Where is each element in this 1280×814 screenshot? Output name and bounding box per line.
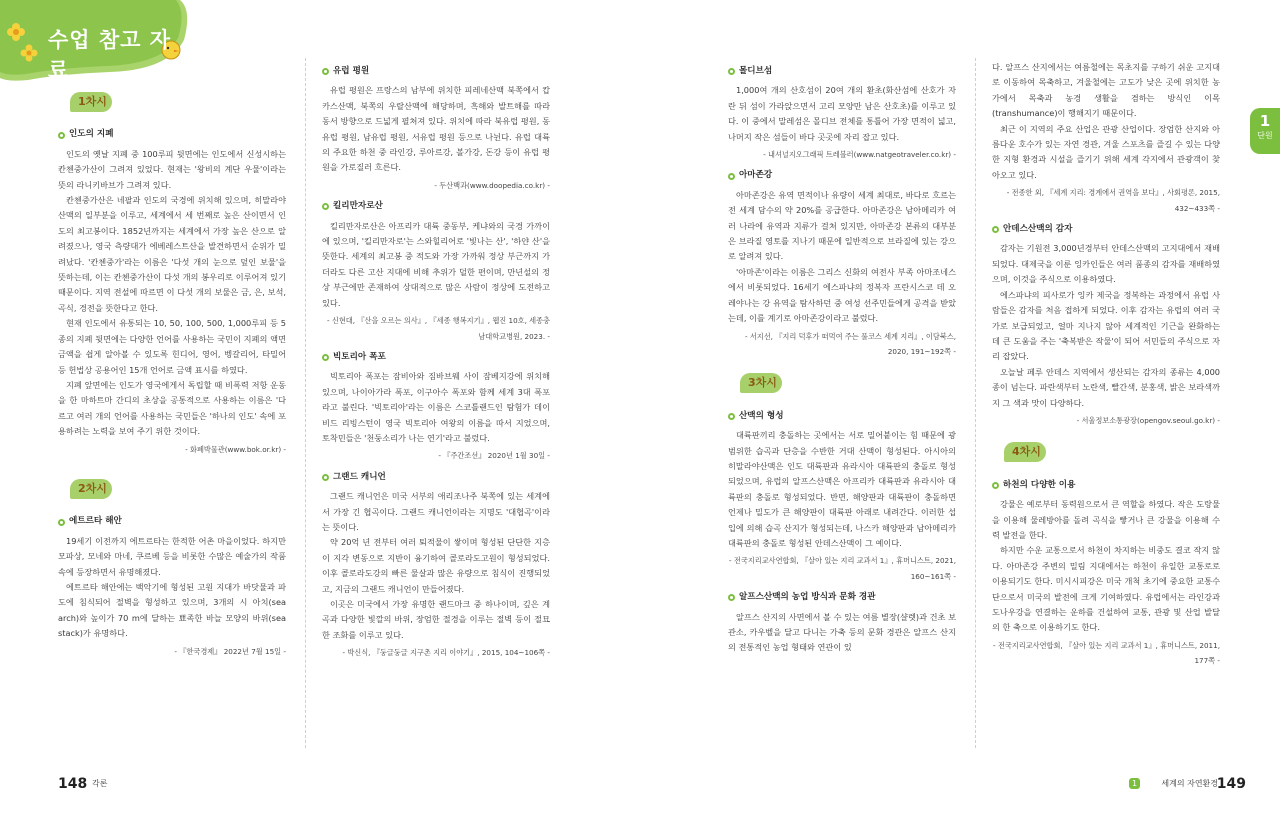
source-citation: - 두산백과(www.doopedia.co.kr) - <box>434 180 550 190</box>
paragraph: 하지만 수운 교통으로서 하천이 차지하는 비중도 결코 작지 않다. 아마존강 주변의 밀림 지대에서는 하천이 유일한 교통로로 이용되기도 한다. 미시시피강은 미국 개척 초기에 중요한 교통수단으로서 미국의 발전에 크게 기여하였다. 유럽에서는 라인강과 도나우강을 연결하는 운하를 건설하여 교통, 관광 및 산업 발달의 한 축으로 이용하기도 한다. <box>992 545 1220 633</box>
paragraph: 그랜드 캐니언은 미국 서부의 애리조나주 북쪽에 있는 세계에서 가장 긴 협곡이다. 그랜드 캐니언이라는 지명도 '대협곡'이라는 뜻이다. <box>322 491 550 532</box>
source-citation: - 전종한 외, 『세계 지리: 경계에서 권역을 보다』, 사회평론, 2015, 432~433쪽 - <box>1006 188 1220 213</box>
paragraph: 약 20억 년 전부터 여러 퇴적물이 쌓이며 형성된 단단한 지층이 지각 변동으로 지반이 융기하여 콜로라도고원이 형성되었다. 이후 콜로라도강의 빠른 물살과 많은 유량으로 침식이 진행되었고, 지금의 그랜드 캐니언이 만들어졌다. <box>322 537 550 594</box>
footer-label-right: 세계의 자연환경 <box>1161 779 1218 788</box>
lesson-badge-3: 3차시 <box>740 373 782 393</box>
column-1 <box>58 84 286 665</box>
paragraph: 강물은 예로부터 동력원으로서 큰 역할을 하였다. 작은 도랑물을 이용해 물레방아를 돌려 곡식을 빻거나 큰 강물을 이용해 수력 발전을 한다. <box>992 499 1220 540</box>
section-title: 안데스산맥의 감자 <box>992 222 1220 237</box>
paragraph: 알프스 산지의 사면에서 볼 수 있는 여름 별장(샬렛)과 건초 보관소, 카우벨을 달고 다니는 가축 등의 문화 경관은 알프스 산지의 전통적인 농업 형태와 연관이 있 <box>728 611 956 653</box>
paragraph: 현재 인도에서 유통되는 10, 50, 100, 500, 1,000루피 등 5종의 지폐 뒷면에는 다양한 언어를 사용하는 국민이 지폐의 액면 금액을 쉽게 알아볼 수 있도록 힌디어, 영어, 벵갈리어, 타밀어 등 헌법상 공용어인 15개 언어로 금액 표시를 하였다. <box>58 318 286 375</box>
bullet-icon <box>728 594 735 601</box>
paragraph: 최근 이 지역의 주요 산업은 관광 산업이다. 장엄한 산지와 아름다운 호수가 있는 자연 경관, 겨울 스포츠를 즐길 수 있는 다양한 지형 환경과 시설을 즐기기 위해 세계 각지에서 관광객이 찾아오고 있다. <box>992 123 1220 180</box>
paragraph: 오늘날 페루 안데스 지역에서 생산되는 감자의 종류는 4,000종이 넘는다. 파란색부터 노란색, 빨간색, 분홍색, 밝은 보라색까지 그 색과 맛이 다양하다. <box>992 366 1220 408</box>
flower-icon <box>6 22 26 42</box>
source-citation: - 내셔널지오그래픽 트레블러(www.natgeotraveler.co.kr) - <box>763 150 956 160</box>
bullet-icon <box>322 68 329 75</box>
paragraph: 19세기 이전까지 에트르타는 한적한 어촌 마을이었다. 하지만 모파상, 모네와 마네, 쿠르베 등을 비롯한 수많은 예술가의 작품 속에 등장하면서 유명해졌다. <box>58 535 286 577</box>
source-citation: - 『한국경제』 2022년 7월 15일 - <box>174 646 286 656</box>
column-divider <box>975 58 977 748</box>
chapter-side-tab[interactable] <box>1250 108 1280 154</box>
paragraph: 지폐 앞면에는 인도가 영국에게서 독립할 때 비폭력 저항 운동을 한 마하트마 간디의 초상을 공통적으로 사용하는 이름은 '다르고 여러 개의 언어를 사용하는 국민들은 '하나의 인도' 속에 포용하려는 노력을 보여 주기 위한 것이다. <box>58 379 286 437</box>
paragraph: 1,000여 개의 산호섬이 20여 개의 환초(화산섬에 산호가 자란 뒤 섬이 가라앉으면서 고리 모양만 남은 산호초)를 이루고 있다. 이 중에서 말레섬은 몰디브 전체를 통틀어 가장 면적이 넓고, 나머지 작은 섬들이 바다 곳곳에 자리 잡고 있다. <box>728 85 956 142</box>
column-4 <box>992 60 1220 675</box>
header-banner <box>0 0 190 80</box>
chapter-tab-label: 단원 <box>1257 131 1273 140</box>
section-title: 아마존강 <box>728 168 956 183</box>
source-citation: - 서울정보소통광장(opengov.seoul.go.kr) - <box>1076 415 1220 425</box>
paragraph: 에트르타 해안에는 백악기에 형성된 고원 지대가 바닷물과 파도에 침식되어 절벽을 형성하고 있으며, 3개의 시 아치(sea arch)와 높이가 70 m에 달하는 뾰족한 바늘 모양의 바위(sea stack)가 유명하다. <box>58 581 286 639</box>
paragraph: 아마존강은 유역 면적이나 유량이 세계 최대로, 바다로 흐르는 전 세계 담수의 약 20%를 공급한다. 아마존강은 남아메리카 여러 나라에 유역과 지류가 걸쳐 있지만, 아마존강 본류의 대부분은 브라질 영토를 지나기 때문에 일반적으로 브라질에 있는 강으로 알려져 있다. <box>728 189 956 262</box>
section-title: 하천의 다양한 이용 <box>992 478 1220 493</box>
section-title: 인도의 지폐 <box>58 127 286 142</box>
page-number-right: 149 <box>1216 776 1246 792</box>
section-title: 그랜드 캐니언 <box>322 470 550 485</box>
bullet-icon <box>992 482 999 489</box>
page-number-left: 148 <box>58 776 88 792</box>
column-2 <box>322 60 550 667</box>
section-title: 몰디브섬 <box>728 64 956 79</box>
paragraph: 킬리만자로산은 아프리카 대륙 중동부, 케냐와의 국경 가까이에 있으며, '킬리만자로'는 스와힐리어로 '빛나는 산', '하얀 산'을 뜻한다. 세계의 최고봉 중 적도와 가장 가까워 정상 부근까지 가더라도 다른 고산 지대에 비해 추위가 덜한 편이며, 만년설의 정상 부근에만 존재하여 상대적으로 많은 사람이 정상에 도전하고 있다. <box>322 220 550 308</box>
bullet-icon <box>58 132 65 139</box>
page-title: 수업 참고 자료 <box>48 28 172 82</box>
section-title: 킬리만자로산 <box>322 199 550 214</box>
paragraph: 인도의 옛날 지폐 중 100루피 뒷면에는 인도에서 신성시하는 칸첸중가산이 그려져 있었다. 현재는 '왕비의 계단 우물'이라는 뜻의 라니키바브가 그려져 있다. <box>58 148 286 190</box>
source-citation: - 전국지리교사연합회, 『살아 있는 지리 교과서 1』, 휴머니스트, 2011, 177쪽 - <box>993 640 1220 666</box>
source-citation: - 전국지리교사연합회, 『살아 있는 지리 교과서 1』, 휴머니스트, 2021, 160~161쪽 - <box>729 556 956 581</box>
section-title: 에트르타 해안 <box>58 514 286 529</box>
lesson-badge-2: 2차시 <box>70 479 112 499</box>
section-title: 빅토리아 폭포 <box>322 350 550 365</box>
source-citation: - 화폐박물관(www.bok.or.kr) - <box>185 444 286 454</box>
column-3 <box>728 60 956 656</box>
paragraph: 다. 알프스 산지에서는 여름철에는 목초지를 구하기 쉬운 고지대로 이동하여 목축하고, 겨울철에는 고도가 낮은 곳에 위치한 농가에서 목축과 농경 생활을 겸하는 방식인 이목(transhumance)이 행해지기 때문이다. <box>992 62 1220 119</box>
section-title: 유럽 평원 <box>322 64 550 79</box>
bullet-icon <box>992 226 999 233</box>
paragraph: '아마존'이라는 이름은 그리스 신화의 여전사 부족 아마조네스에서 비롯되었다. 16세기 에스파냐의 정복자 프란시스코 데 오레야나는 강 유역을 탐사하던 중 여성 선주민들에게 공격을 받았는데, 이를 계기로 아마존강이라고 불렀다. <box>728 266 956 324</box>
chapter-number-badge: 1 <box>1129 778 1140 789</box>
paragraph: 유럽 평원은 프랑스의 남부에 위치한 피레네산맥 북쪽에서 캅카스산맥, 북쪽의 우랄산맥에 해당하며, 흑해와 발트해를 따라 동서 방향으로 드넓게 펼쳐져 있다. 위치에 따라 북유럽 평원, 동유럽 평원, 남유럽 평원, 서유럽 평원 등으로 나뉜다. 유럽 대륙의 주요한 하천 중 라인강, 루아르강, 볼가강, 돈강 등이 유럽 평원을 가로질러 흐른다. <box>322 85 550 173</box>
source-citation: - 박신식, 『둥글둥글 지구촌 지리 이야기』, 2015, 104~106쪽 - <box>342 648 550 658</box>
section-title: 산맥의 형성 <box>728 409 956 424</box>
paragraph: 빅토리아 폭포는 잠비아와 짐바브웨 사이 잠베지강에 위치해 있으며, 나이아가라 폭포, 이구아수 폭포와 함께 세계 3대 폭포라고 불린다. '빅토리아'라는 이름은 스코틀랜드인 탐험가 데이비드 리빙스턴이 영국 빅토리아 여왕의 이름을 따서 지었으며, 토착민들은 '천둥소리가 나는 연기'라고 불렀다. <box>322 371 550 443</box>
bullet-icon <box>322 203 329 210</box>
lesson-badge-1: 1차시 <box>70 92 112 112</box>
lesson-badge-4: 4차시 <box>1004 442 1046 462</box>
paragraph: 대륙판끼리 충돌하는 곳에서는 서로 밀어붙이는 힘 때문에 광범위한 습곡과 단층을 수반한 거대 산맥이 형성된다. 아시아의 히말라야산맥은 인도 대륙판과 유라시아 대륙판의 충돌로 형성되었으며, 유럽의 알프스산맥은 아프리카 대륙판과 유라시아 대륙판의 충돌로 형성되었다. 반면, 해양판과 대륙판이 충돌하면 언제나 밀도가 큰 해양판이 대륙판 아래로 내려간다. 이러한 섭입에 의해 습곡 산지가 형성되는데, 나스카 해양판과 남아메리카 대륙판의 충돌로 형성된 안데스산맥이 그 예이다. <box>728 430 956 548</box>
bullet-icon <box>322 474 329 481</box>
source-citation: - 서지선, 『지리 덕후가 떠먹여 주는 풀코스 세계 지리』, 이담북스, 2020, 191~192쪽 - <box>744 331 956 356</box>
paragraph: 이곳은 미국에서 가장 유명한 랜드마크 중 하나이며, 깊은 계곡과 다양한 빛깔의 바위, 장엄한 절경을 이루는 절벽 등이 절묘한 조화를 이루고 있다. <box>322 599 550 640</box>
column-divider <box>305 58 307 748</box>
flower-icon <box>20 44 38 62</box>
footer-label-left: 각론 <box>92 779 108 788</box>
source-citation: - 『주간조선』 2020년 1월 30일 - <box>438 451 550 461</box>
source-citation: - 신현대, 『산을 오르는 의사』, 『세종 행복지기』, 웹진 10호, 세종충남대학교병원, 2023. - <box>327 316 550 341</box>
bullet-icon <box>58 519 65 526</box>
bullet-icon <box>322 354 329 361</box>
bullet-icon <box>728 413 735 420</box>
paragraph: 에스파냐의 피사로가 잉카 제국을 정복하는 과정에서 유럽 사람들은 감자를 처음 접하게 되었다. 이후 감자는 유럽의 여러 국가로 보급되었고, 얼마 지나지 않아 세계적인 기근을 완화하는 데 큰 도움을 주는 '축복받은 작물'이 되어 서민들의 주식으로 자리 잡았다. <box>992 289 1220 362</box>
paragraph: 감자는 기원전 3,000년경부터 안데스산맥의 고지대에서 재배되었다. 대제국을 이룬 잉카인들은 여러 품종의 감자를 재배하였으며, 이것을 주식으로 이용하였다. <box>992 243 1220 285</box>
paragraph: 칸첸중가산은 네팔과 인도의 국경에 위치해 있으며, 히말라야산맥의 일부분을 이루고, 세계에서 세 번째로 높은 산이면서 인도의 최고봉이다. 1852년까지는 세계에서 가장 높은 산으로 알려졌으나, 영국 측량대가 에베레스트산을 발견하면서 순위가 밀려났다. '칸첸중가'라는 이름은 '다섯 개의 눈으로 덮인 보물'을 뜻하는데, 이는 칸첸중가산이 다섯 개의 봉우리로 이루어져 있기 때문이다. 지역 전설에 따르면 이 다섯 개의 보물은 금, 은, 보석, 곡식, 경전을 뜻한다고 한다. <box>58 195 286 313</box>
bullet-icon <box>728 68 735 75</box>
section-title: 알프스산맥의 농업 방식과 문화 경관 <box>728 590 956 605</box>
bullet-icon <box>728 173 735 180</box>
chapter-tab-number: 1 <box>1259 112 1271 130</box>
